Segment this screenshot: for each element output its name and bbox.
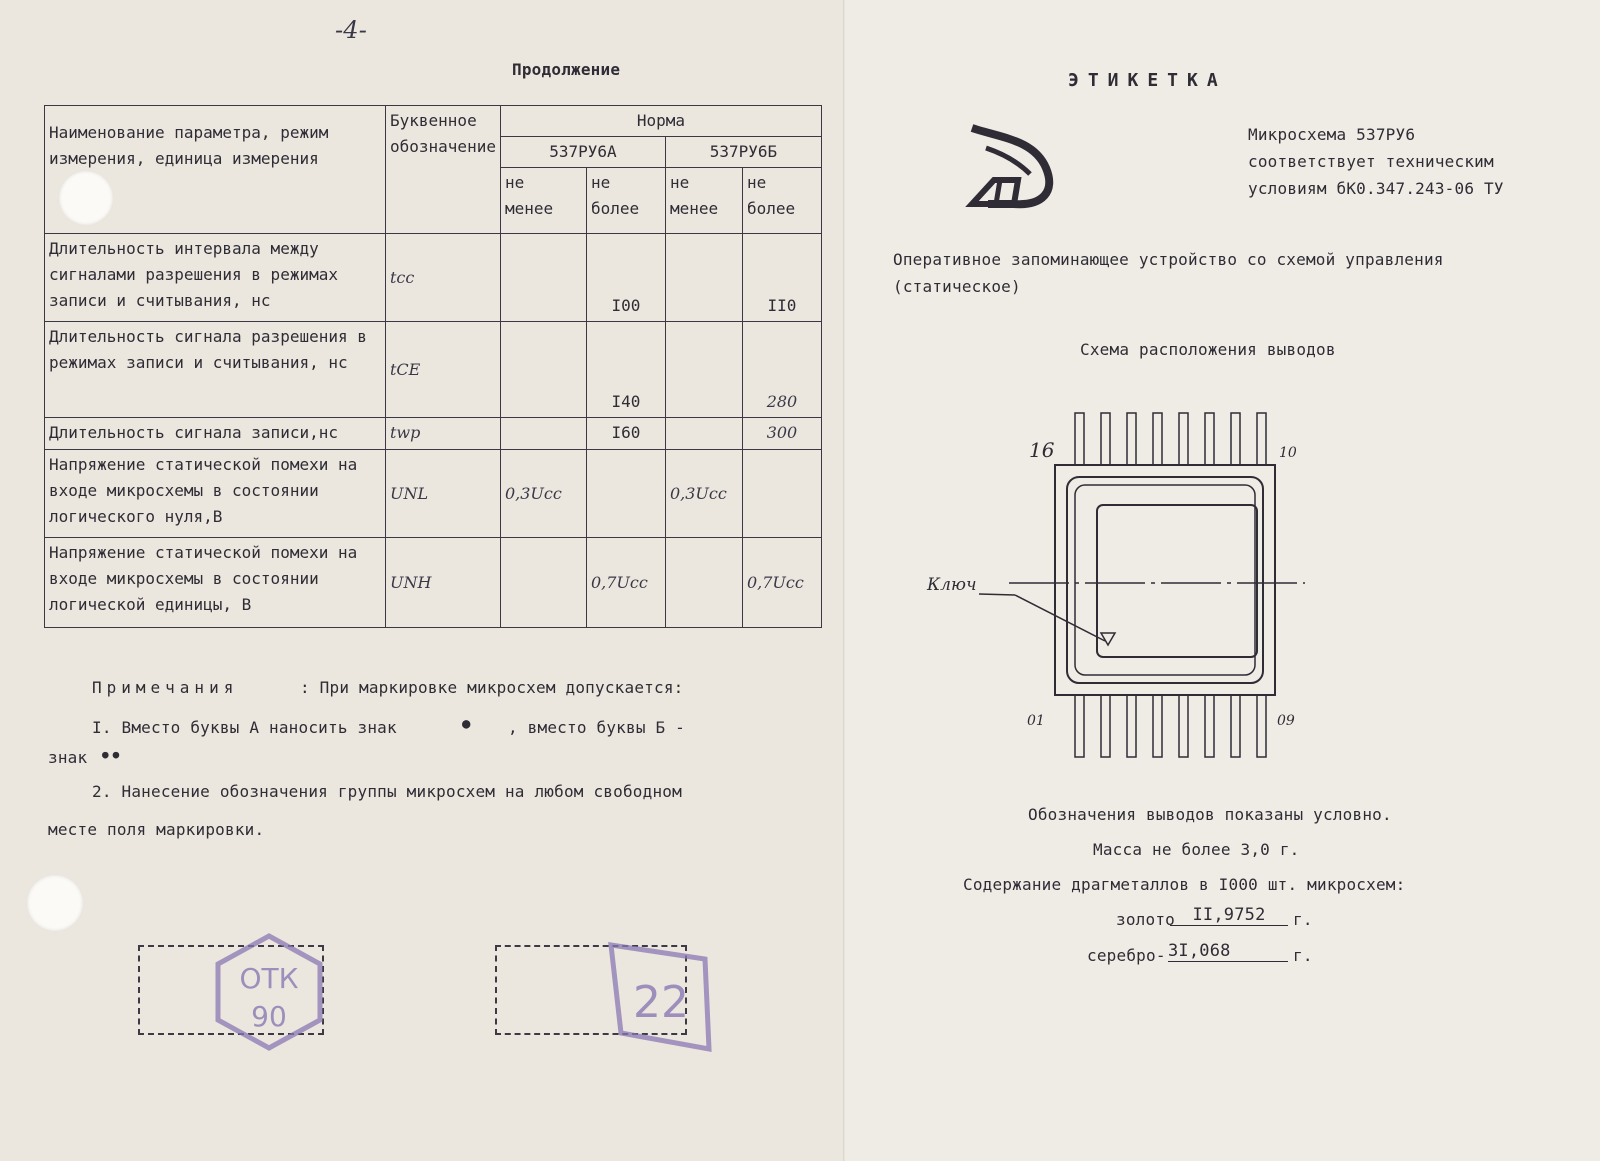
pin-lead bbox=[1075, 695, 1084, 757]
gold-value: II,9752 bbox=[1170, 905, 1288, 926]
description-line1: Оперативное запоминающее устройство со схемой управления bbox=[893, 250, 1444, 269]
silver-value: 3I,068 bbox=[1168, 941, 1288, 962]
pin-lead bbox=[1153, 695, 1162, 757]
top-pins bbox=[1075, 413, 1266, 465]
conformity-line3: условиям бК0.347.243-06 ТУ bbox=[1248, 179, 1504, 198]
table-row bbox=[45, 538, 822, 628]
row-symbol: tCE bbox=[386, 322, 501, 418]
number-stamp-text: 22 bbox=[633, 977, 689, 1028]
pin-lead bbox=[1179, 413, 1188, 465]
row-b-min: 0,3Ucc bbox=[665, 450, 742, 538]
table-row bbox=[45, 418, 822, 450]
header-b-max: не более bbox=[742, 168, 821, 234]
header-symbol: Буквенное обозначение bbox=[386, 106, 501, 234]
punch-hole bbox=[26, 874, 84, 932]
pinout-diagram bbox=[915, 405, 1335, 780]
package-outline bbox=[1055, 465, 1275, 695]
row-name: Длительность сигнала записи,нс bbox=[45, 418, 386, 450]
row-a-min bbox=[500, 234, 586, 322]
key-triangle-icon bbox=[1101, 633, 1115, 645]
note-1-part2: , вместо буквы Б - bbox=[508, 718, 685, 737]
pin-lead bbox=[1257, 413, 1266, 465]
row-name: Длительность интервала между сигналами разрешения в режимах записи и считывания, нс bbox=[45, 234, 386, 322]
dot-mark-icon: ● bbox=[462, 716, 471, 732]
note-2-line1: 2. Нанесение обозначения группы микросхем на любом свободном bbox=[92, 782, 682, 801]
precious-metals-text: Содержание драгметаллов в I000 шт. микросхем: bbox=[963, 875, 1406, 894]
row-a-max: 0,7Ucc bbox=[586, 538, 665, 628]
pin-lead bbox=[1257, 695, 1266, 757]
row-a-max: I00 bbox=[586, 234, 665, 322]
gold-label: золото bbox=[1116, 910, 1175, 929]
table-row bbox=[45, 234, 822, 322]
right-page bbox=[845, 0, 1600, 1161]
key-leader-line bbox=[979, 594, 1015, 595]
conformity-line2: соответствует техническим bbox=[1248, 152, 1494, 171]
row-a-min: 0,3Ucc bbox=[500, 450, 586, 538]
pin-lead bbox=[1127, 695, 1136, 757]
pin-lead bbox=[1205, 413, 1214, 465]
scheme-title: Схема расположения выводов bbox=[1080, 340, 1336, 359]
pin-lead bbox=[1231, 413, 1240, 465]
conformity-line1: Микросхема 537РУ6 bbox=[1248, 125, 1416, 144]
punch-hole bbox=[58, 170, 114, 226]
continuation-title: Продолжение bbox=[512, 60, 621, 79]
bottom-pins bbox=[1075, 695, 1266, 757]
row-b-max bbox=[742, 450, 821, 538]
factory-logo-icon bbox=[960, 120, 1060, 212]
pin-lead bbox=[1101, 695, 1110, 757]
otk-stamp-line2: 90 bbox=[251, 1000, 287, 1033]
page-number: -4- bbox=[335, 16, 368, 44]
pins-note: Обозначения выводов показаны условно. bbox=[1028, 805, 1392, 824]
header-variant-a: 537РУ6А bbox=[500, 137, 665, 168]
gold-unit: г. bbox=[1293, 910, 1313, 929]
row-b-min bbox=[665, 234, 742, 322]
mass-text: Масса не более 3,0 г. bbox=[1093, 840, 1300, 859]
row-symbol: tcc bbox=[386, 234, 501, 322]
row-b-min bbox=[665, 538, 742, 628]
header-b-min: не менее bbox=[665, 168, 742, 234]
pin-lead bbox=[1075, 413, 1084, 465]
row-symbol: UNL bbox=[386, 450, 501, 538]
package-inner-outline-2 bbox=[1075, 485, 1255, 675]
header-a-max: не более bbox=[586, 168, 665, 234]
row-a-min bbox=[500, 322, 586, 418]
row-name: Длительность сигнала разрешения в режимах записи и считывания, нс bbox=[45, 322, 386, 418]
pin-lead bbox=[1179, 695, 1188, 757]
parameters-table bbox=[44, 105, 822, 628]
pin-label-10: 10 bbox=[1279, 445, 1297, 461]
table-row bbox=[45, 450, 822, 538]
label-title: ЭТИКЕТКА bbox=[1068, 70, 1227, 91]
otk-stamp bbox=[208, 930, 330, 1054]
otk-stamp-line1: ОТК bbox=[239, 962, 299, 995]
note-2-line2: месте поля маркировки. bbox=[48, 820, 265, 839]
row-a-max: I40 bbox=[586, 322, 665, 418]
row-symbol: UNH bbox=[386, 538, 501, 628]
row-a-min bbox=[500, 538, 586, 628]
pin-label-16: 16 bbox=[1029, 438, 1055, 462]
header-variant-b: 537РУ6Б bbox=[665, 137, 821, 168]
die-cavity bbox=[1097, 505, 1257, 657]
row-name: Напряжение статической помехи на входе микросхемы в состоянии логической единицы, В bbox=[45, 538, 386, 628]
header-param: Наименование параметра, режим измерения, единица измерения bbox=[45, 106, 386, 234]
notes-title: Примечания bbox=[92, 678, 239, 697]
double-dot-mark-icon: ●● bbox=[102, 748, 124, 761]
key-label: Ключ bbox=[927, 575, 977, 595]
row-b-max: II0 bbox=[742, 234, 821, 322]
row-b-min bbox=[665, 322, 742, 418]
key-leader-arrow bbox=[1015, 595, 1105, 641]
row-b-max: 0,7Ucc bbox=[742, 538, 821, 628]
row-b-min bbox=[665, 418, 742, 450]
description-line2: (статическое) bbox=[893, 277, 1021, 296]
row-a-max bbox=[586, 450, 665, 538]
header-norm: Норма bbox=[500, 106, 821, 137]
pin-lead bbox=[1101, 413, 1110, 465]
row-name: Напряжение статической помехи на входе микросхемы в состоянии логического нуля,В bbox=[45, 450, 386, 538]
row-b-max: 280 bbox=[742, 322, 821, 418]
row-a-max: I60 bbox=[586, 418, 665, 450]
pin-lead bbox=[1127, 413, 1136, 465]
silver-unit: г. bbox=[1293, 946, 1313, 965]
number-stamp bbox=[605, 935, 717, 1055]
notes-intro: : При маркировке микросхем допускается: bbox=[300, 678, 684, 697]
pin-label-01: 01 bbox=[1027, 713, 1045, 729]
note-1-part1: I. Вместо буквы А наносить знак bbox=[92, 718, 397, 737]
silver-label: серебро- bbox=[1087, 946, 1166, 965]
pin-lead bbox=[1153, 413, 1162, 465]
row-a-min bbox=[500, 418, 586, 450]
pin-lead bbox=[1231, 695, 1240, 757]
row-symbol: twp bbox=[386, 418, 501, 450]
header-a-min: не менее bbox=[500, 168, 586, 234]
pin-lead bbox=[1205, 695, 1214, 757]
note-1-part3: знак bbox=[48, 748, 88, 767]
table-row bbox=[45, 322, 822, 418]
pin-label-09: 09 bbox=[1277, 713, 1295, 729]
row-b-max: 300 bbox=[742, 418, 821, 450]
